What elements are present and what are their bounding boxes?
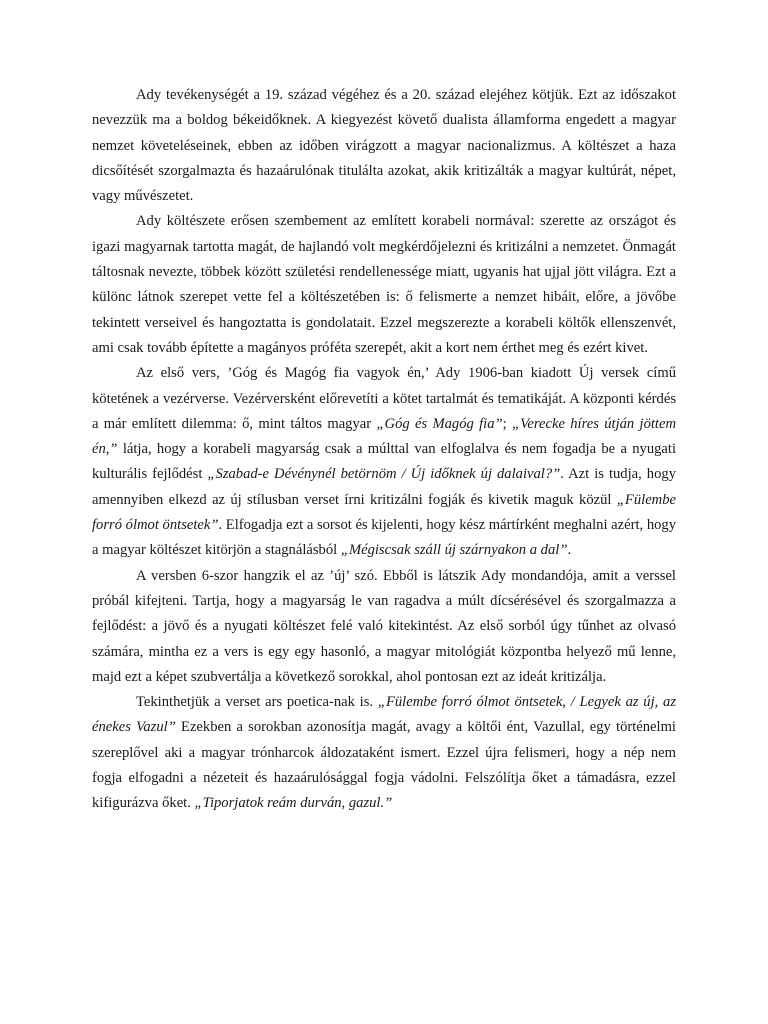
quote-fulembe: „Fülembe forró ólmot öntsetek” [92,491,676,534]
paragraph-3-text: Az első vers, ’Góg és Magóg fia vagyok én,’ Ady 1906-ban kiadott Új versek című kötetének a vezérverse. Vezérversként előrevetíti a kötet tartalmát és tematikáját. A központi kérdés a már említett dilemma: ő, mint táltos magyar [92,365,676,432]
quote-deveny: „Szabad-e Dévénynél betörnöm / Új időknek új dalaival?” [207,466,561,483]
paragraph-4 [92,564,676,690]
paragraph-4-text: A versben 6-szor hangzik el az ’új’ szó. Ebből is látszik Ady mondandója, amit a verssel próbál kifejteni. Tartja, hogy a magyarság le van ragadva a múlt dícsérésével és szorgalmazza a fejlődést: a jövő és a nyugati költészet felé való kitekintést. Az első sorból úgy tűnhet az olvasó számára, mintha ez a vers is egy egy hasonló, a magyar mitológiát központba helyező mű lenne, majd ezt a képet szubvertálja a következő sorokkal, ahol pontosan ezt az ideát kritizálja. [92,567,676,685]
document-page [92,83,676,817]
paragraph-5-text: Tekinthetjük a verset ars poetica-nak is. [136,694,378,711]
paragraph-3-text: ; [502,415,513,432]
paragraph-5-text: Ezekben a sorokban azonosítja magát, avagy a költői ént, Vazullal, egy történelmi szereplővel aki a magyar trónharcok áldozataként ismert. Ezzel újra felismeri, hogy a nép nem fogja elfogadni a nézeteit és hazaárulósággal fogja vádolni. Felszólítja őket a támadásra, ezzel kifigurázva őket. [92,719,676,812]
paragraph-3 [92,361,676,563]
paragraph-3-text: . Azt is tudja, hogy amennyiben elkezd az új stílusban verset írni kritizálni fogják és kivetik maguk közül [92,466,676,508]
paragraph-2 [92,209,676,361]
quote-tiporjatok: „Tiporjatok reám durván, gazul.” [194,795,393,812]
quote-gog-magog: „Góg és Magóg fia” [376,415,503,432]
quote-verecke: „Verecke híres útján jöttem én,” [92,415,677,458]
paragraph-3-text: . [567,542,572,559]
paragraph-1-text: Ady tevékenységét a 19. század végéhez és a 20. század elejéhez kötjük. Ezt az időszakot nevezzük ma a boldog békeidőknek. A kiegyezést követő dualista államforma engedett a magyar nemzet követeléseinek, ebben az időben virágzott a magyar nacionalizmus. A költészet a haza dicsőítését szorgalmazta és hazaárulónak titulálta azokat, akik kritizálták a magyar kultúrát, népet, vagy művészetet. [92,87,676,205]
quote-vazul: „Fülembe forró ólmot öntsetek, / Legyek az új, az énekes Vazul” [92,694,677,736]
paragraph-1 [92,83,676,209]
paragraph-5 [92,690,676,816]
paragraph-3-text: látja, hogy a korabeli magyarság csak a múlttal van elfoglalva és nem fogadja be a nyugati kulturális fejlődést [92,441,676,483]
paragraph-3-text: . Elfogadja ezt a sorsot és kijelenti, hogy kész mártírként meghalni azért, hogy a magyar költészet kitörjön a stagnálásból [92,517,677,559]
paragraph-2-text: Ady költészete erősen szembement az említett korabeli normával: szerette az országot és igazi magyarnak tartotta magát, de hajlandó volt megkérdőjelezni és kritizálni a nemzetet. Önmagát táltosnak nevezte, többek között születési rendellenessége miatt, ugyanis hat ujjal jött világra. Ezt a különc látnok szerepet vette fel a költészetében is: ő felismerte a nemzet hibáit, előre, a jövőbe tekintett verseivel és hangoztatta is gondolatait. Ezzel megszerezte a korabeli költők ellenszenvét, ami csak tovább építette a magányos próféta szerepét, akit a kort nem érthet meg és ezért kivet. [92,213,676,356]
quote-megiscsak: „Mégiscsak száll új szárnyakon a dal” [340,542,568,559]
